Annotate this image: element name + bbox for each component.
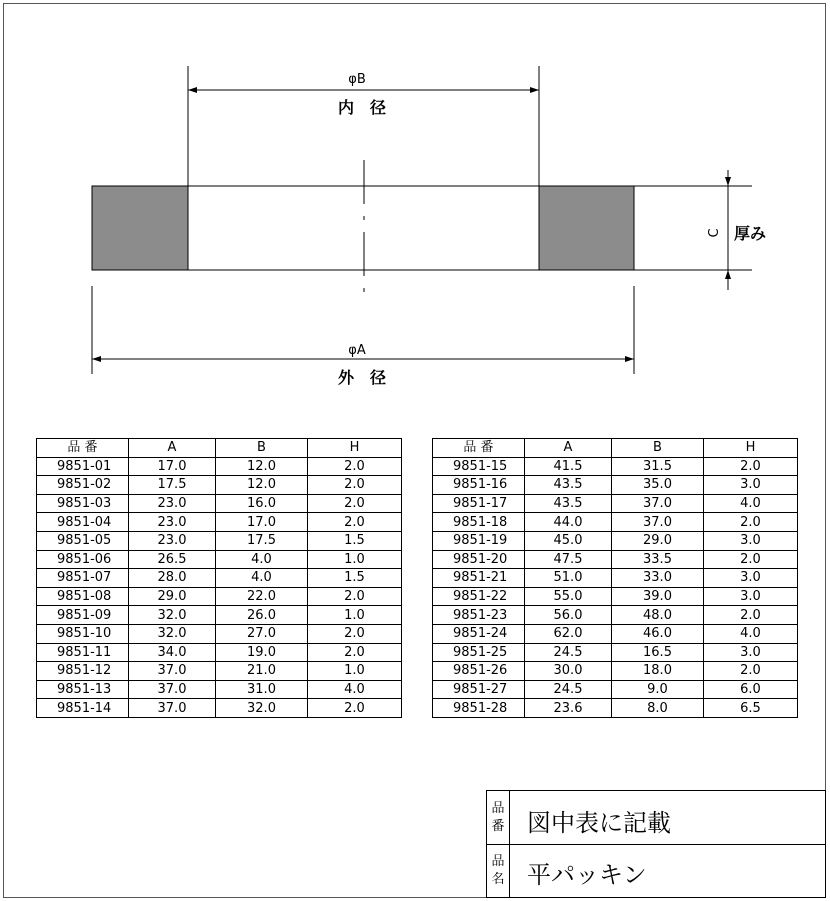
part-name-label-char-2: 名 bbox=[491, 872, 505, 887]
cell-b: 39.0 bbox=[612, 587, 704, 606]
cell-a: 37.0 bbox=[129, 662, 216, 681]
cell-b: 37.0 bbox=[612, 513, 704, 532]
part-name-label-char-1: 品 bbox=[491, 854, 505, 869]
cell-part-number: 9851-11 bbox=[37, 643, 129, 662]
thickness-arrow-bottom bbox=[725, 270, 731, 279]
cell-a: 17.0 bbox=[129, 457, 216, 476]
cell-h: 1.0 bbox=[308, 606, 402, 625]
cell-b: 46.0 bbox=[612, 624, 704, 643]
cell-a: 24.5 bbox=[525, 680, 612, 699]
cell-b: 26.0 bbox=[216, 606, 308, 625]
header-part-number: 品 番 bbox=[433, 439, 525, 458]
header-h: H bbox=[308, 439, 402, 458]
cell-h: 2.0 bbox=[308, 494, 402, 513]
cell-part-number: 9851-22 bbox=[433, 587, 525, 606]
thickness-arrow-top bbox=[725, 177, 731, 186]
outer-arrow-right bbox=[625, 356, 634, 362]
table-header-row bbox=[37, 439, 402, 458]
table-row bbox=[37, 606, 402, 625]
cell-part-number: 9851-17 bbox=[433, 494, 525, 513]
cell-b: 8.0 bbox=[612, 699, 704, 718]
title-block bbox=[486, 790, 826, 898]
cell-h: 2.0 bbox=[308, 699, 402, 718]
table-row bbox=[37, 699, 402, 718]
cell-h: 2.0 bbox=[704, 606, 798, 625]
cell-a: 55.0 bbox=[525, 587, 612, 606]
cell-b: 48.0 bbox=[612, 606, 704, 625]
cell-a: 32.0 bbox=[129, 606, 216, 625]
cell-h: 1.0 bbox=[308, 662, 402, 681]
cell-b: 12.0 bbox=[216, 457, 308, 476]
cell-part-number: 9851-18 bbox=[433, 513, 525, 532]
cell-part-number: 9851-27 bbox=[433, 680, 525, 699]
cell-h: 3.0 bbox=[704, 476, 798, 495]
cell-part-number: 9851-19 bbox=[433, 531, 525, 550]
cell-part-number: 9851-05 bbox=[37, 531, 129, 550]
cell-h: 4.0 bbox=[704, 624, 798, 643]
table-row bbox=[37, 550, 402, 569]
cell-h: 2.0 bbox=[308, 513, 402, 532]
thickness-dimension-label: C bbox=[707, 228, 722, 238]
part-number-label-char-1: 品 bbox=[491, 800, 505, 816]
gasket-section-drawing bbox=[0, 0, 830, 430]
table-row bbox=[37, 457, 402, 476]
table-row bbox=[433, 569, 798, 588]
cell-part-number: 9851-01 bbox=[37, 457, 129, 476]
cell-part-number: 9851-04 bbox=[37, 513, 129, 532]
cell-h: 3.0 bbox=[704, 587, 798, 606]
table-row bbox=[37, 513, 402, 532]
cell-h: 1.5 bbox=[308, 531, 402, 550]
title-row-part-name bbox=[487, 845, 825, 897]
cell-a: 56.0 bbox=[525, 606, 612, 625]
cell-h: 3.0 bbox=[704, 531, 798, 550]
cell-b: 17.0 bbox=[216, 513, 308, 532]
cell-a: 23.0 bbox=[129, 531, 216, 550]
cell-part-number: 9851-07 bbox=[37, 569, 129, 588]
thickness-caption: 厚み bbox=[734, 224, 767, 243]
cell-h: 4.0 bbox=[704, 494, 798, 513]
table-header-row bbox=[433, 439, 798, 458]
cell-b: 35.0 bbox=[612, 476, 704, 495]
table-row bbox=[433, 587, 798, 606]
cell-b: 22.0 bbox=[216, 587, 308, 606]
cell-a: 26.5 bbox=[129, 550, 216, 569]
inner-diameter-caption: 内 径 bbox=[337, 98, 387, 117]
cell-part-number: 9851-15 bbox=[433, 457, 525, 476]
header-a: A bbox=[525, 439, 612, 458]
table-row bbox=[37, 476, 402, 495]
cell-h: 6.5 bbox=[704, 699, 798, 718]
inner-arrow-left bbox=[188, 87, 197, 93]
cell-a: 45.0 bbox=[525, 531, 612, 550]
inner-dimension-label: φB bbox=[348, 72, 366, 87]
spec-table-right bbox=[432, 438, 798, 718]
cell-h: 2.0 bbox=[308, 624, 402, 643]
table-row bbox=[433, 624, 798, 643]
cell-a: 37.0 bbox=[129, 699, 216, 718]
cell-b: 19.0 bbox=[216, 643, 308, 662]
cell-b: 29.0 bbox=[612, 531, 704, 550]
cell-b: 9.0 bbox=[612, 680, 704, 699]
table-row bbox=[433, 606, 798, 625]
header-a: A bbox=[129, 439, 216, 458]
gasket-section-right bbox=[539, 186, 634, 270]
cell-b: 33.5 bbox=[612, 550, 704, 569]
header-b: B bbox=[612, 439, 704, 458]
cell-part-number: 9851-03 bbox=[37, 494, 129, 513]
cell-part-number: 9851-13 bbox=[37, 680, 129, 699]
cell-b: 33.0 bbox=[612, 569, 704, 588]
cell-a: 62.0 bbox=[525, 624, 612, 643]
spec-table-left bbox=[36, 438, 402, 718]
table-row bbox=[37, 680, 402, 699]
cell-h: 2.0 bbox=[308, 476, 402, 495]
cell-h: 2.0 bbox=[308, 457, 402, 476]
header-b: B bbox=[216, 439, 308, 458]
cell-part-number: 9851-16 bbox=[433, 476, 525, 495]
outer-dimension-label: φA bbox=[348, 343, 366, 358]
cell-h: 6.0 bbox=[704, 680, 798, 699]
table-row bbox=[433, 699, 798, 718]
part-name-value: 平パッキン bbox=[527, 861, 647, 889]
cell-b: 16.5 bbox=[612, 643, 704, 662]
table-row bbox=[37, 531, 402, 550]
cell-part-number: 9851-08 bbox=[37, 587, 129, 606]
table-row bbox=[433, 513, 798, 532]
part-number-value: 図中表に記載 bbox=[527, 809, 671, 837]
cell-h: 1.5 bbox=[308, 569, 402, 588]
table-row bbox=[433, 662, 798, 681]
table-row bbox=[433, 494, 798, 513]
cell-a: 23.0 bbox=[129, 494, 216, 513]
outer-diameter-caption: 外 径 bbox=[337, 368, 387, 387]
cell-part-number: 9851-20 bbox=[433, 550, 525, 569]
cell-h: 3.0 bbox=[704, 643, 798, 662]
table-row bbox=[37, 662, 402, 681]
cell-a: 41.5 bbox=[525, 457, 612, 476]
table-row bbox=[433, 550, 798, 569]
cell-a: 23.6 bbox=[525, 699, 612, 718]
cell-a: 37.0 bbox=[129, 680, 216, 699]
table-row bbox=[433, 680, 798, 699]
part-number-label-char-2: 番 bbox=[491, 818, 505, 834]
table-row bbox=[37, 494, 402, 513]
cell-h: 2.0 bbox=[704, 457, 798, 476]
cell-b: 17.5 bbox=[216, 531, 308, 550]
cell-part-number: 9851-10 bbox=[37, 624, 129, 643]
cell-h: 2.0 bbox=[704, 662, 798, 681]
inner-arrow-right bbox=[530, 87, 539, 93]
cell-b: 32.0 bbox=[216, 699, 308, 718]
title-row-part-number bbox=[487, 791, 825, 845]
cell-a: 23.0 bbox=[129, 513, 216, 532]
cell-a: 47.5 bbox=[525, 550, 612, 569]
cell-b: 31.0 bbox=[216, 680, 308, 699]
header-part-number: 品 番 bbox=[37, 439, 129, 458]
table-row bbox=[433, 457, 798, 476]
cell-a: 43.5 bbox=[525, 476, 612, 495]
cell-b: 4.0 bbox=[216, 550, 308, 569]
outer-arrow-left bbox=[92, 356, 101, 362]
table-row bbox=[37, 569, 402, 588]
part-name-label bbox=[487, 845, 510, 897]
cell-b: 18.0 bbox=[612, 662, 704, 681]
table-row bbox=[37, 587, 402, 606]
cell-b: 16.0 bbox=[216, 494, 308, 513]
cell-part-number: 9851-26 bbox=[433, 662, 525, 681]
table-row bbox=[433, 531, 798, 550]
cell-b: 12.0 bbox=[216, 476, 308, 495]
cell-part-number: 9851-02 bbox=[37, 476, 129, 495]
cell-b: 31.5 bbox=[612, 457, 704, 476]
cell-a: 29.0 bbox=[129, 587, 216, 606]
part-number-label bbox=[487, 791, 510, 844]
cell-b: 37.0 bbox=[612, 494, 704, 513]
cell-h: 2.0 bbox=[704, 513, 798, 532]
cell-a: 17.5 bbox=[129, 476, 216, 495]
cell-a: 51.0 bbox=[525, 569, 612, 588]
cell-a: 30.0 bbox=[525, 662, 612, 681]
cell-part-number: 9851-12 bbox=[37, 662, 129, 681]
gasket-section-left bbox=[92, 186, 188, 270]
cell-b: 21.0 bbox=[216, 662, 308, 681]
cell-h: 1.0 bbox=[308, 550, 402, 569]
cell-part-number: 9851-14 bbox=[37, 699, 129, 718]
cell-h: 3.0 bbox=[704, 569, 798, 588]
cell-h: 4.0 bbox=[308, 680, 402, 699]
cell-part-number: 9851-23 bbox=[433, 606, 525, 625]
cell-part-number: 9851-25 bbox=[433, 643, 525, 662]
table-row bbox=[37, 643, 402, 662]
cell-a: 28.0 bbox=[129, 569, 216, 588]
cell-b: 27.0 bbox=[216, 624, 308, 643]
cell-a: 32.0 bbox=[129, 624, 216, 643]
cell-part-number: 9851-24 bbox=[433, 624, 525, 643]
cell-a: 34.0 bbox=[129, 643, 216, 662]
cell-a: 24.5 bbox=[525, 643, 612, 662]
cell-part-number: 9851-28 bbox=[433, 699, 525, 718]
cell-h: 2.0 bbox=[308, 587, 402, 606]
cell-part-number: 9851-21 bbox=[433, 569, 525, 588]
cell-part-number: 9851-09 bbox=[37, 606, 129, 625]
cell-b: 4.0 bbox=[216, 569, 308, 588]
cell-h: 2.0 bbox=[704, 550, 798, 569]
cell-h: 2.0 bbox=[308, 643, 402, 662]
cell-part-number: 9851-06 bbox=[37, 550, 129, 569]
table-row bbox=[433, 643, 798, 662]
cell-a: 44.0 bbox=[525, 513, 612, 532]
table-row bbox=[433, 476, 798, 495]
header-h: H bbox=[704, 439, 798, 458]
cell-a: 43.5 bbox=[525, 494, 612, 513]
table-row bbox=[37, 624, 402, 643]
